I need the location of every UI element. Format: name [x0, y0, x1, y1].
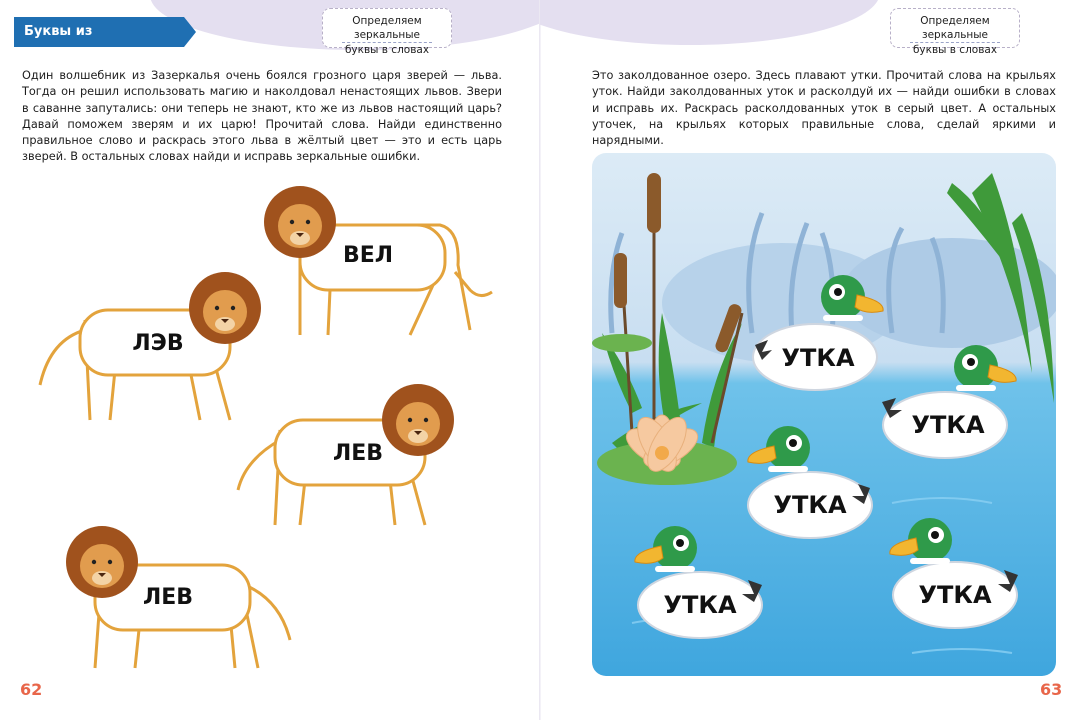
section-tab: Буквы из Зазеркалья [14, 17, 184, 47]
task-paragraph: Это заколдованное озеро. Здесь плавают утки. Прочитай слова на крыльях уток. Найди заколдованных уток и расколдуй их — найди ошибки в словах и исправь их. Раскрась расколдованных уток в серый цвет. А остальных уточек, на крыльях которых правильные слова, сделай яркими и нарядными. [592, 69, 1056, 148]
duck-word-1: УТКА [781, 344, 855, 372]
duck-5[interactable] [890, 518, 1018, 628]
duck-2[interactable] [882, 345, 1016, 458]
lion-4[interactable] [66, 526, 290, 668]
lion-word-2: ЛЭВ [132, 331, 184, 356]
duck-3[interactable] [748, 426, 872, 538]
lion-2[interactable] [40, 272, 261, 420]
lion-word-3: ЛЕВ [332, 441, 384, 466]
ducks-illustration [540, 0, 1080, 720]
duck-word-4: УТКА [663, 591, 737, 619]
duck-1[interactable] [753, 275, 883, 390]
page-number-left: 62 [20, 680, 43, 699]
lion-3[interactable] [238, 384, 454, 525]
lion-word-4: ЛЕВ [142, 585, 194, 610]
lion-word-1: ВЕЛ [342, 243, 394, 268]
lion-1[interactable] [264, 186, 492, 335]
right-page [540, 0, 1080, 720]
page-number-right: 63 [1040, 680, 1063, 699]
duck-word-5: УТКА [918, 581, 992, 609]
duck-word-2: УТКА [911, 411, 985, 439]
topic-label: Определяем зеркальные буквы в словах [890, 8, 1020, 48]
duck-word-3: УТКА [773, 491, 847, 519]
duck-4[interactable] [635, 526, 762, 638]
topic-label: Определяем зеркальные буквы в словах [322, 8, 452, 48]
task-paragraph: Один волшебник из Зазеркалья очень боялся грозного царя зверей — льва. Тогда он решил использовать магию и наколдовал ненастоящих львов. Звери в саванне запутались: они теперь не знают, кто же из львов настоящий царь? Давай поможем зверям и их царю! Прочитай слова. Найди единственно правильное слово и раскрась этого льва в жёлтый цвет — это и есть царь зверей. В остальных словах найди и исправь зеркальные ошибки. [22, 69, 502, 164]
